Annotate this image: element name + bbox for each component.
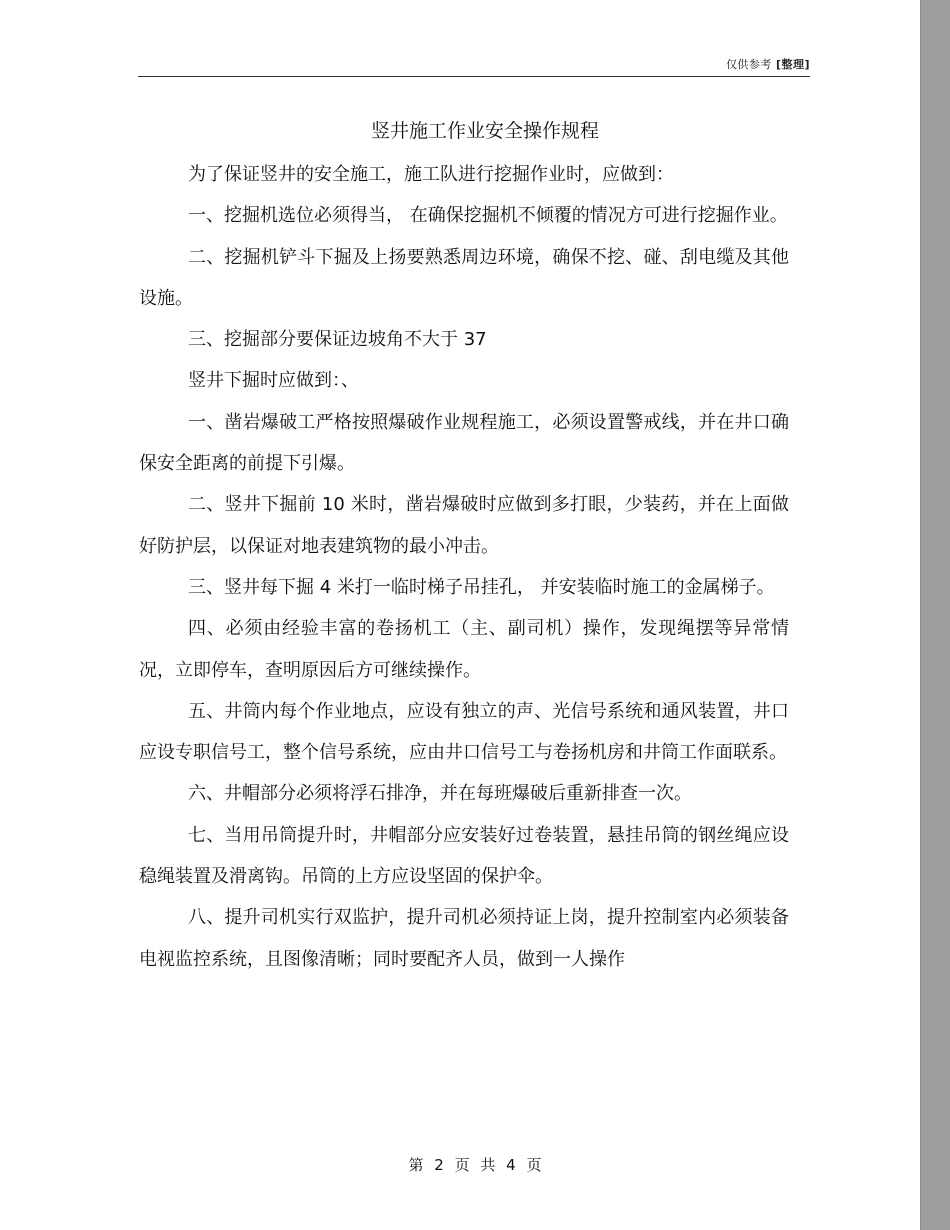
paragraph: 六、井帽部分必须将浮石排净，并在每班爆破后重新排查一次。: [188, 783, 692, 805]
page-header: [726, 56, 810, 72]
paragraph: 三、竖井每下掘 4 米打一临时梯子吊挂孔， 并安装临时施工的金属梯子。: [188, 576, 775, 598]
header-divider: [138, 76, 810, 77]
paragraph: 一、凿岩爆破工严格按照爆破作业规程施工，必须设置警戒线，并在井口确保安全距离的前提下引爆。: [139, 411, 789, 475]
paragraph: 八、提升司机实行双监护，提升司机必须持证上岗，提升控制室内必须装备电视监控系统，且图像清晰；同时要配齐人员，做到一人操作: [139, 907, 789, 970]
page-number: 第 2 页 共 4 页: [408, 1156, 542, 1174]
header-note: 仅供参考: [725, 58, 772, 71]
header-tag: [整理]: [775, 58, 810, 71]
paragraph: 二、挖掘机铲斗下掘及上扬要熟悉周边环境，确保不挖、碰、刮电缆及其他设施。: [139, 246, 789, 309]
paragraph: 为了保证竖井的安全施工，施工队进行挖掘作业时，应做到：: [188, 164, 674, 185]
document-title: 竖井施工作业安全操作规程: [370, 120, 599, 142]
paragraph: 竖井下掘时应做到：、: [188, 370, 359, 392]
paragraph: 七、当用吊筒提升时，井帽部分应安装好过卷装置，悬挂吊筒的钢丝绳应设稳绳装置及滑离钩。吊筒的上方应设坚固的保护伞。: [139, 824, 789, 888]
paragraph: 四、必须由经验丰富的卷扬机工（主、副司机）操作，发现绳摆等异常情况，立即停车，查明原因后方可继续操作。: [139, 618, 789, 681]
document-body: [139, 154, 789, 980]
paragraph: 五、井筒内每个作业地点，应设有独立的声、光信号系统和通风装置，井口应设专职信号工，整个信号系统，应由井口信号工与卷扬机房和井筒工作面联系。: [139, 700, 789, 764]
paragraph: 三、挖掘部分要保证边坡角不大于 37: [188, 329, 487, 351]
paragraph: 二、竖井下掘前 10 米时，凿岩爆破时应做到多打眼，少装药，并在上面做好防护层，以保证对地表建筑物的最小冲击。: [139, 494, 789, 557]
paragraph: 一、挖掘机选位必须得当， 在确保挖掘机不倾覆的情况方可进行挖掘作业。: [188, 205, 788, 227]
